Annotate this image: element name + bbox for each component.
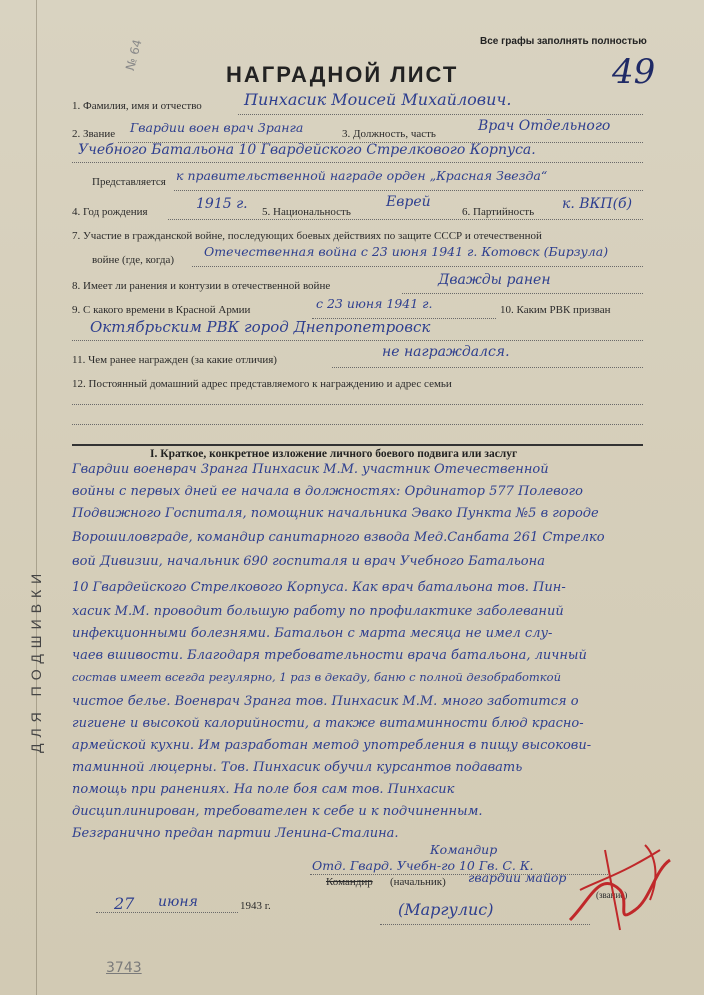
field-11-value: не награждался.	[382, 344, 510, 360]
field-7-label: 7. Участие в гражданской войне, последующих боевых действиях по защите СССР и отечественной	[72, 230, 542, 242]
narrative-line: 10 Гвардейского Стрелкового Корпуса. Как врач батальона тов. Пин-	[72, 580, 566, 595]
narrative-line: армейской кухни. Им разработан метод употребления в пищу высокови-	[72, 738, 592, 753]
narrative-line: Безгранично предан партии Ленина-Сталина.	[72, 826, 399, 841]
field-11-label: 11. Чем ранее награжден (за какие отличия)	[72, 354, 277, 366]
field-1-label: 1. Фамилия, имя и отчество	[72, 100, 202, 112]
rank-handwritten: гвардии майор	[468, 870, 567, 885]
rank-printed: (звание)	[596, 890, 628, 900]
document-title: НАГРАДНОЙ ЛИСТ	[226, 62, 459, 87]
narrative-line: хасик М.М. проводит большую работу по профилактике заболеваний	[72, 604, 564, 619]
field-10-value: Октябрьским РВК город Днепропетровск	[90, 318, 431, 336]
narrative-line: вой Дивизии, начальник 690 госпиталя и врач Учебного Батальона	[72, 554, 545, 569]
field-9-label: 9. С какого времени в Красной Армии	[72, 304, 251, 316]
field-8-label: 8. Имеет ли ранения и контузии в отечественной войне	[72, 280, 331, 292]
field-12-label: 12. Постоянный домашний адрес представляемого к награждению и адрес семьи	[72, 378, 452, 390]
field-2-label: 2. Звание	[72, 128, 116, 140]
presented-label: Представляется	[92, 176, 166, 188]
signer-name: (Маргулис)	[398, 900, 494, 919]
field-4-value: 1915 г.	[196, 196, 248, 212]
narrative-line: гигиене и высокой калорийности, а также витаминности блюд красно-	[72, 716, 584, 731]
role-printed: (начальник)	[390, 876, 446, 888]
field-6-label: 6. Партийность	[462, 206, 535, 218]
field-8-value: Дважды ранен	[438, 272, 551, 288]
presented-value: к правительственной награде орден „Красная Звезда“	[176, 168, 548, 183]
date-day: 27	[114, 894, 135, 913]
field-7-label-2: войне (где, когда)	[92, 254, 175, 266]
narrative-line: чаев вшивости. Благодаря требовательности врача батальона, личный	[72, 648, 587, 663]
narrative-line: таминной люцерны. Тов. Пинхасик обучил курсантов подавать	[72, 760, 523, 775]
field-3-value: Врач Отдельного	[478, 118, 611, 134]
red-ink-signature	[560, 830, 680, 940]
narrative-line: инфекционными болезнями. Батальон с марта месяца не имел слу-	[72, 626, 553, 641]
date-year: 1943 г.	[240, 900, 271, 912]
narrative-line: Гвардии военврач 3ранга Пинхасик М.М. участник Отечественной	[72, 462, 549, 477]
field-9-value: с 23 июня 1941 г.	[316, 296, 433, 311]
field-3-label: 3. Должность, часть	[342, 128, 436, 140]
narrative-line: дисциплинирован, требователен к себе и к подчиненным.	[72, 804, 483, 819]
field-5-label: 5. Национальность	[262, 206, 351, 218]
field-5-value: Еврей	[386, 194, 431, 210]
narrative-line: войны с первых дней ее начала в должностях: Ординатор 577 Полевого	[72, 484, 583, 499]
field-6-value: к. ВКП(б)	[562, 196, 633, 212]
commander-handwritten: Командир	[430, 842, 498, 857]
pencil-mark: № 64	[122, 37, 145, 73]
narrative-line: состав имеет всегда регулярно, 1 раз в декаду, баню с полной дезобработкой	[72, 670, 562, 684]
role-printed-struck: Командир	[326, 876, 373, 888]
archive-number: 49	[612, 52, 656, 92]
field-7-value: Отечественная война с 23 июня 1941 г. Котовск (Бирзула)	[204, 244, 609, 259]
narrative-line: помощь при ранениях. На поле боя сам тов. Пинхасик	[72, 782, 455, 797]
field-3-continued: Учебного Батальона 10 Гвардейского Стрелкового Корпуса.	[78, 142, 536, 158]
narrative-line: Подвижного Госпиталя, помощник начальника Эвако Пункта №5 в городе	[72, 506, 599, 521]
narrative-line: чистое белье. Военврач 3ранга тов. Пинхасик М.М. много заботится о	[72, 694, 579, 709]
unit-handwritten: Отд. Гвард. Учебн-го 10 Гв. С. К.	[312, 858, 534, 873]
binding-margin-label: ДЛЯ ПОДШИВКИ	[28, 567, 44, 753]
field-1-value: Пинхасик Моисей Михайлович.	[244, 90, 512, 109]
field-2-value: Гвардии воен врач 3ранга	[130, 120, 304, 135]
section-1-title: I. Краткое, конкретное изложение личного боевого подвига или заслуг	[150, 448, 518, 460]
fill-all-fields-note: Все графы заполнять полностью	[480, 36, 647, 47]
field-4-label: 4. Год рождения	[72, 206, 148, 218]
pencil-sheet-number: 3743	[106, 960, 142, 976]
narrative-line: Ворошиловграде, командир санитарного взвода Мед.Санбата 261 Стрелко	[72, 530, 605, 545]
date-month: июня	[158, 894, 198, 910]
field-10-label: 10. Каким РВК призван	[500, 304, 611, 316]
